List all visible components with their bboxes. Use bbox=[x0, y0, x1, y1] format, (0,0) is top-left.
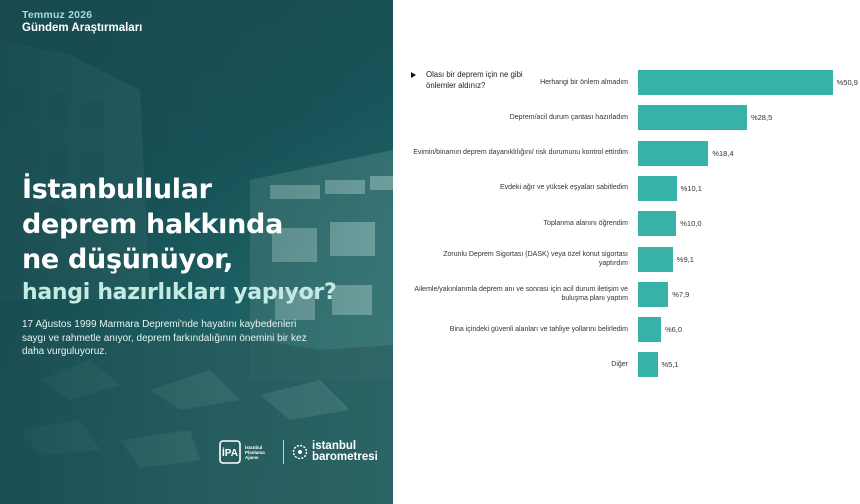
svg-text:İPA: İPA bbox=[222, 448, 238, 459]
value-label: %10,0 bbox=[680, 219, 702, 229]
value-label: %10,1 bbox=[680, 183, 702, 193]
barometer-name-line-2: barometresi bbox=[312, 451, 378, 463]
chart-question: Olası bir deprem için ne gibi önlemler aldınız? bbox=[426, 70, 523, 90]
bar bbox=[638, 141, 708, 166]
chart-panel bbox=[393, 0, 860, 504]
ipa-logo-text bbox=[245, 445, 279, 460]
category-label: Toplanma alanını öğrendim bbox=[543, 219, 628, 227]
headline-line-2: deprem hakkında bbox=[22, 209, 284, 240]
headline bbox=[22, 172, 382, 308]
bar bbox=[638, 317, 661, 342]
category-label: Herhangi bir önlem almadım bbox=[540, 78, 628, 86]
barometer-logo-icon bbox=[292, 444, 308, 460]
headline-line-1: İstanbullular bbox=[22, 174, 212, 205]
barometer-logo-text bbox=[312, 441, 378, 463]
category-label: Zorunlu Deprem Sigortası (DASK) veya özel konut sigortası yaptırdım bbox=[443, 250, 628, 267]
value-label: %7,9 bbox=[672, 289, 690, 299]
bar bbox=[638, 352, 658, 377]
value-label: %5,1 bbox=[661, 360, 679, 370]
category-label: Deprem/acil durum çantası hazırladım bbox=[509, 113, 628, 121]
value-label: %50,9 bbox=[836, 78, 858, 87]
bar bbox=[638, 176, 677, 201]
category-label: Bina içindeki güvenli alanları ve tahliye yollarını belirledim bbox=[449, 325, 628, 333]
category-label: Diğer bbox=[611, 360, 628, 368]
ipa-name-line-2: Planlama bbox=[245, 449, 265, 455]
ipa-name-line-1: İstanbul bbox=[245, 444, 263, 450]
hero-panel bbox=[0, 0, 393, 504]
ipa-logo-icon bbox=[218, 439, 242, 465]
ipa-name-line-3: Ajansı bbox=[245, 454, 259, 460]
category-label: Ailemle/yakınlarımla deprem anı ve sonrası için acil durum iletişim ve buluşma planı yaptım bbox=[414, 285, 628, 303]
bar bbox=[638, 70, 833, 95]
report-date: Temmuz 2026 bbox=[22, 9, 93, 21]
bar bbox=[638, 282, 668, 307]
report-series-name: Gündem Araştırmaları bbox=[22, 22, 143, 34]
memorial-subtitle: 17 Ağustos 1999 Marmara Depremi'nde hayatını kaybedenleri saygı ve rahmetle anıyor, deprem farkındalığının önemini bir kez daha vurguluyoruz. bbox=[22, 319, 307, 357]
category-label: Evdeki ağır ve yüksek eşyaları sabitledim bbox=[500, 184, 628, 192]
barometer-name-line-1: istanbul bbox=[312, 440, 357, 452]
bar bbox=[638, 211, 676, 236]
value-label: %18,4 bbox=[712, 148, 734, 158]
category-label: Evimin/binamın deprem dayanıklılığını/ risk durumunu kontrol ettirdim bbox=[413, 149, 628, 157]
headline-accent: hangi hazırlıkları yapıyor? bbox=[22, 280, 337, 305]
bar bbox=[638, 105, 747, 130]
value-label: %28,5 bbox=[750, 113, 773, 123]
value-label: %6,0 bbox=[664, 325, 683, 335]
value-label: %9,1 bbox=[676, 254, 694, 264]
bar bbox=[638, 247, 673, 272]
headline-line-3: ne düşünüyor, bbox=[22, 244, 234, 275]
logos bbox=[218, 437, 378, 467]
logo-divider bbox=[283, 440, 284, 464]
